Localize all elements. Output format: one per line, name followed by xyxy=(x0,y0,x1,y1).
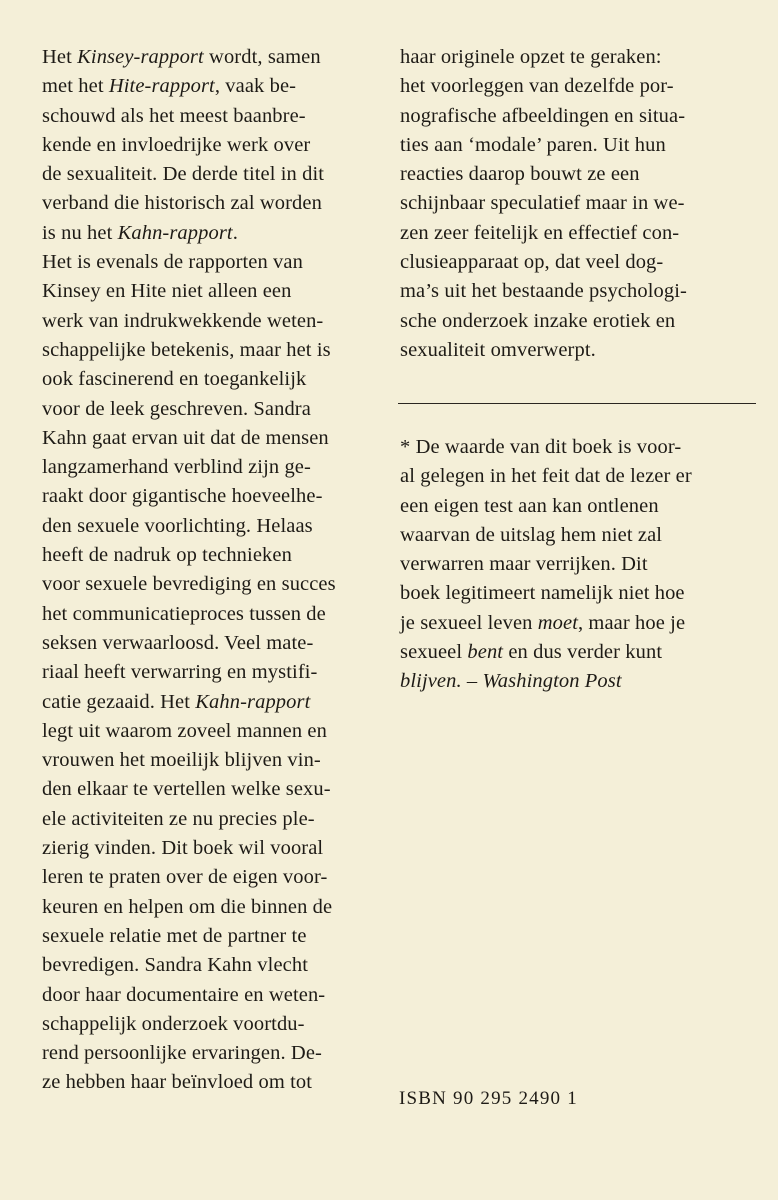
text-span: schijnbaar speculatief maar in we- xyxy=(400,192,685,215)
text-span: het voorleggen van dezelfde por- xyxy=(400,75,674,98)
text-span: leren te praten over de eigen voor- xyxy=(42,866,328,889)
text-line xyxy=(42,922,378,951)
text-span: ele activiteiten ze nu precies ple- xyxy=(42,807,315,830)
text-span: raakt door gigantische hoeveelhe- xyxy=(42,485,323,508)
text-line xyxy=(42,131,378,160)
text-line xyxy=(400,492,760,521)
right-text-column xyxy=(400,43,760,365)
text-span: kende en invloedrijke werk over xyxy=(42,133,311,156)
text-span: vrouwen het moeilijk blijven vin- xyxy=(42,749,321,772)
text-span: schappelijk onderzoek voortdu- xyxy=(42,1012,305,1035)
text-line xyxy=(400,579,760,608)
text-line xyxy=(400,102,760,131)
text-span: haar originele opzet te geraken: xyxy=(400,46,662,68)
text-span: zierig vinden. Dit boek wil vooral xyxy=(42,837,324,860)
text-line xyxy=(42,395,378,424)
text-line xyxy=(42,424,378,453)
text-span: clusieapparaat op, dat veel dog- xyxy=(400,251,664,274)
text-line xyxy=(42,512,378,541)
text-line xyxy=(400,521,760,550)
review-quote xyxy=(400,433,760,697)
text-line xyxy=(42,365,378,394)
text-line xyxy=(42,717,378,746)
text-line xyxy=(400,131,760,160)
text-span: sexueel xyxy=(400,641,468,664)
text-span: ties aan ‘modale’ paren. Uit hun xyxy=(400,133,666,156)
text-span: de sexualiteit. De derde titel in dit xyxy=(42,163,325,186)
text-line xyxy=(42,160,378,189)
text-line xyxy=(42,43,378,72)
text-line xyxy=(42,189,378,218)
text-line xyxy=(400,160,760,189)
text-span: wordt, samen xyxy=(203,46,321,68)
text-span: rend persoonlijke ervaringen. De- xyxy=(42,1042,322,1065)
text-line xyxy=(400,462,760,491)
text-span: catie gezaaid. Het xyxy=(42,690,196,713)
text-span: een eigen test aan kan ontlenen xyxy=(400,494,659,517)
text-span: Het xyxy=(42,46,78,68)
text-span: schouwd als het meest baanbre- xyxy=(42,104,306,127)
text-line xyxy=(42,951,378,980)
text-span: het communicatieproces tussen de xyxy=(42,602,326,625)
text-span: sche onderzoek inzake erotiek en xyxy=(400,309,676,332)
text-span: boek legitimeert namelijk niet hoe xyxy=(400,582,685,605)
text-line xyxy=(400,667,760,696)
text-span: is nu het xyxy=(42,221,118,244)
text-line xyxy=(42,658,378,687)
text-span: je sexueel leven xyxy=(400,611,538,634)
text-line xyxy=(42,453,378,482)
text-line xyxy=(42,1039,378,1068)
text-line xyxy=(42,834,378,863)
text-line xyxy=(42,248,378,277)
text-span: nografische afbeeldingen en situa- xyxy=(400,104,686,127)
text-span: verband die historisch zal worden xyxy=(42,192,322,215)
text-line xyxy=(42,277,378,306)
text-line xyxy=(42,570,378,599)
text-span: ze hebben haar beïnvloed om tot xyxy=(42,1071,313,1094)
text-span: riaal heeft verwarring en mystifi- xyxy=(42,661,318,684)
italic-text: moet xyxy=(537,611,578,634)
text-line xyxy=(42,863,378,892)
text-span: , maar hoe je xyxy=(577,611,686,634)
text-line xyxy=(42,805,378,834)
text-line xyxy=(400,219,760,248)
text-span: voor sexuele bevrediging en succes xyxy=(42,573,336,596)
text-line xyxy=(400,72,760,101)
text-line xyxy=(42,72,378,101)
text-span: door haar documentaire en weten- xyxy=(42,983,326,1006)
italic-text: Kahn-rapport xyxy=(117,221,233,244)
text-span: ma’s uit het bestaande psychologi- xyxy=(400,280,687,303)
text-line xyxy=(42,219,378,248)
text-line xyxy=(400,189,760,218)
text-line xyxy=(400,248,760,277)
text-line xyxy=(42,541,378,570)
text-line xyxy=(42,307,378,336)
text-span: langzamerhand verblind zijn ge- xyxy=(42,456,311,479)
text-span: sexualiteit omverwerpt. xyxy=(400,338,596,361)
text-line xyxy=(42,600,378,629)
text-span: den sexuele voorlichting. Helaas xyxy=(42,514,313,537)
text-span: bevredigen. Sandra Kahn vlecht xyxy=(42,954,308,977)
text-line xyxy=(42,688,378,717)
text-line xyxy=(42,336,378,365)
text-span: seksen verwaarloosd. Veel mate- xyxy=(42,631,314,654)
text-span: reacties daarop bouwt ze een xyxy=(400,163,640,186)
italic-text: Kinsey-rapport xyxy=(77,46,204,68)
text-span: * De waarde van dit boek is voor- xyxy=(400,436,682,458)
divider-rule xyxy=(398,403,756,404)
text-span: ook fascinerend en toegankelijk xyxy=(42,368,307,391)
text-span: voor de leek geschreven. Sandra xyxy=(42,397,311,420)
text-line xyxy=(42,482,378,511)
text-line xyxy=(42,102,378,131)
text-line xyxy=(400,307,760,336)
text-line xyxy=(400,336,760,365)
italic-text: Kahn-rapport xyxy=(195,690,311,713)
text-line xyxy=(42,775,378,804)
text-line xyxy=(400,43,760,72)
text-span: zen zeer feitelijk en effectief con- xyxy=(400,221,680,244)
text-span: Kinsey en Hite niet alleen een xyxy=(42,280,292,303)
text-line xyxy=(42,746,378,775)
text-span: Het is evenals de rapporten van xyxy=(42,251,303,274)
text-span: den elkaar te vertellen welke sexu- xyxy=(42,778,331,801)
text-line xyxy=(42,893,378,922)
text-span: , vaak be- xyxy=(214,75,297,98)
text-line xyxy=(400,609,760,638)
text-line xyxy=(400,638,760,667)
text-span: met het xyxy=(42,75,109,98)
text-span: legt uit waarom zoveel mannen en xyxy=(42,719,327,742)
text-span: werk van indrukwekkende weten- xyxy=(42,309,324,332)
italic-text: bent xyxy=(467,641,504,664)
italic-text: Hite-rapport xyxy=(108,75,215,98)
isbn-number: ISBN 90 295 2490 1 xyxy=(399,1088,578,1109)
text-span: heeft de nadruk op technieken xyxy=(42,544,292,567)
text-line xyxy=(400,550,760,579)
text-line xyxy=(42,629,378,658)
text-span: sexuele relatie met de partner te xyxy=(42,924,307,947)
text-span: keuren en helpen om die binnen de xyxy=(42,895,333,918)
text-span: en dus verder kunt xyxy=(503,641,663,664)
text-span: waarvan de uitslag hem niet zal xyxy=(400,523,663,546)
text-span: . xyxy=(232,221,238,244)
text-line xyxy=(42,981,378,1010)
text-span: al gelegen in het feit dat de lezer er xyxy=(400,465,692,488)
text-line xyxy=(400,277,760,306)
text-line xyxy=(42,1068,378,1097)
text-span: schappelijke betekenis, maar het is xyxy=(42,338,331,361)
left-text-column xyxy=(42,43,378,1098)
italic-text: blijven. – Washington Post xyxy=(400,670,622,693)
text-line xyxy=(42,1010,378,1039)
text-span: Kahn gaat ervan uit dat de mensen xyxy=(42,426,329,449)
text-line xyxy=(400,433,760,462)
text-span: verwarren maar verrijken. Dit xyxy=(400,553,648,576)
